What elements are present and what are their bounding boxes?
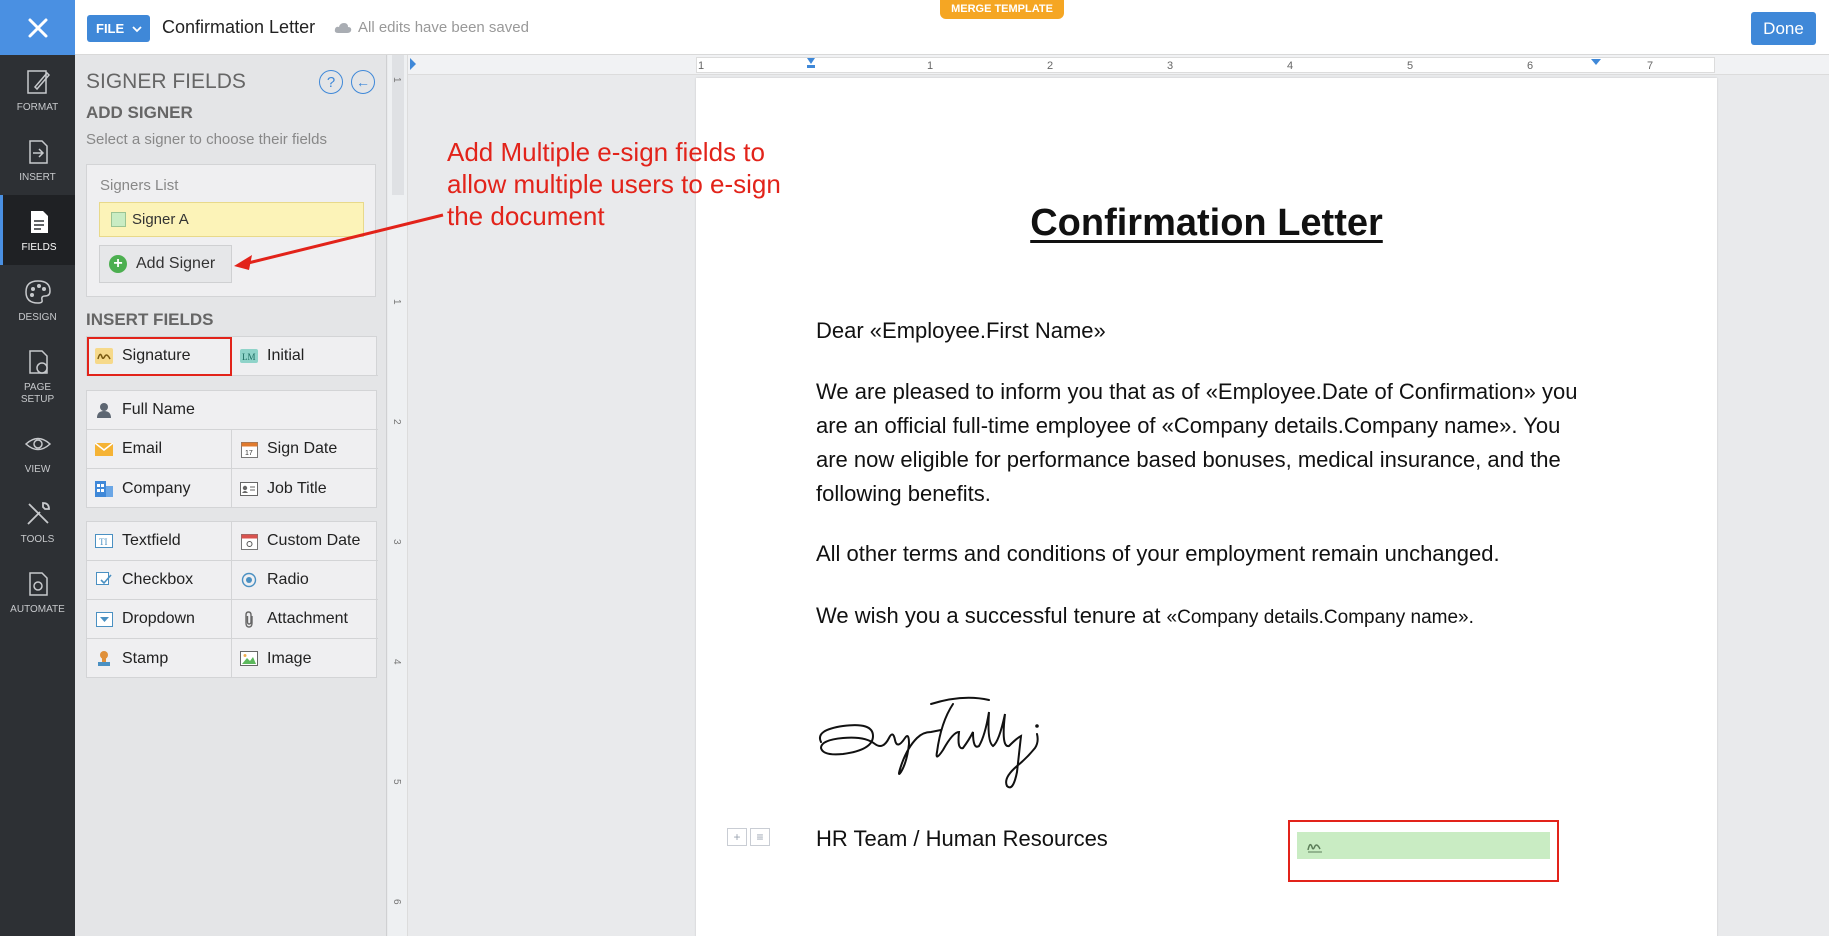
save-status-text: All edits have been saved <box>358 19 529 36</box>
rail-item-format[interactable] <box>0 55 75 125</box>
rail-item-view[interactable] <box>0 417 75 487</box>
signer-color-swatch <box>111 212 126 227</box>
image-icon <box>240 650 258 668</box>
fields-icon <box>24 207 54 237</box>
field-group-inputs <box>86 521 377 678</box>
view-icon <box>23 429 53 459</box>
hruler-mark: 2 <box>1047 60 1054 72</box>
svg-text:LM: LM <box>242 352 256 362</box>
insert-fields-heading: INSERT FIELDS <box>86 310 214 329</box>
insert-icon <box>23 137 53 167</box>
field-label: Checkbox <box>122 571 194 588</box>
hruler-mark: 6 <box>1527 60 1534 72</box>
left-tool-rail <box>0 55 75 936</box>
building-icon <box>95 480 113 498</box>
paperclip-icon <box>240 610 258 628</box>
cloud-icon <box>334 22 352 34</box>
close-icon <box>27 17 49 39</box>
hruler-mark: 1 <box>927 60 934 72</box>
rail-label: INSERT <box>19 171 56 183</box>
add-signer-label: Add Signer <box>136 255 216 272</box>
annotation-callout <box>447 136 781 232</box>
sign-off: HR Team / Human Resources <box>816 826 1108 851</box>
document-page[interactable] <box>696 78 1717 936</box>
field-full-name[interactable] <box>87 391 378 430</box>
field-label: Initial <box>267 347 305 364</box>
field-job-title[interactable] <box>232 469 378 508</box>
svg-text:17: 17 <box>244 449 253 457</box>
field-radio[interactable] <box>232 561 378 600</box>
field-group-signature <box>86 336 377 376</box>
signature-icon <box>95 347 113 365</box>
horizontal-ruler <box>408 55 1829 75</box>
signature-field-highlight <box>1288 820 1559 882</box>
hruler-mark: 4 <box>1287 60 1294 72</box>
field-label: Radio <box>267 571 309 588</box>
collapse-panel-button[interactable] <box>351 70 375 94</box>
horizontal-ruler-ticks <box>408 55 1829 75</box>
vruler-mark: 1 <box>391 299 402 305</box>
paragraph-3 <box>816 599 1596 635</box>
id-card-icon <box>240 480 258 498</box>
rail-label: TOOLS <box>20 533 55 545</box>
rail-label: DESIGN <box>18 311 57 323</box>
rail-item-page-setup[interactable] <box>0 335 75 417</box>
add-row-icon[interactable]: + <box>727 828 747 846</box>
rail-item-design[interactable] <box>0 265 75 335</box>
letter-title: Confirmation Letter <box>1030 202 1383 244</box>
vruler-mark: 1 <box>391 77 402 83</box>
paragraph-3-text: We wish you a successful tenure at <box>816 603 1167 628</box>
hruler-mark: 7 <box>1647 60 1654 72</box>
greeting: Dear «Employee.First Name» <box>816 318 1106 343</box>
hruler-mark: 1 <box>698 60 705 72</box>
signer-hint: Select a signer to choose their fields <box>86 131 327 148</box>
done-button[interactable]: Done <box>1751 12 1816 45</box>
tools-icon <box>23 499 53 529</box>
rail-item-tools[interactable] <box>0 487 75 557</box>
annotation-line-2: allow multiple users to e-sign <box>447 169 781 199</box>
stamp-icon <box>95 650 113 668</box>
add-signer-button[interactable] <box>99 245 232 283</box>
help-icon: ? <box>326 73 336 91</box>
save-status <box>334 19 529 36</box>
rail-label: FORMAT <box>16 101 59 113</box>
field-dropdown[interactable] <box>87 600 232 639</box>
annotation-line-3: the document <box>447 201 605 231</box>
field-group-identity <box>86 390 377 508</box>
signer-fields-panel <box>75 55 387 936</box>
vruler-mark: 3 <box>391 539 402 545</box>
paragraph-menu-icon[interactable]: ≡ <box>750 828 770 846</box>
initial-icon <box>240 347 258 365</box>
format-icon <box>23 67 53 97</box>
field-signature[interactable] <box>87 337 232 376</box>
field-label: Full Name <box>122 401 195 418</box>
radio-icon <box>240 571 258 589</box>
rail-label: PAGE SETUP <box>20 381 55 405</box>
field-email[interactable] <box>87 430 232 469</box>
field-label: Attachment <box>267 610 348 627</box>
vertical-ruler <box>388 55 408 936</box>
field-textfield[interactable] <box>87 522 232 561</box>
document-title[interactable]: Confirmation Letter <box>162 17 316 37</box>
vruler-mark: 6 <box>391 899 402 905</box>
hruler-mark: 5 <box>1407 60 1414 72</box>
signature-field[interactable] <box>1297 832 1550 859</box>
rail-label: AUTOMATE <box>10 603 65 615</box>
top-bar <box>0 0 1829 55</box>
hruler-mark: 3 <box>1167 60 1174 72</box>
textfield-icon <box>95 532 113 550</box>
merge-template-badge: MERGE TEMPLATE <box>940 0 1064 19</box>
envelope-icon <box>95 440 113 458</box>
dropdown-icon <box>95 610 113 628</box>
field-label: Textfield <box>122 532 181 549</box>
calendar-icon <box>240 440 258 458</box>
add-signer-heading: ADD SIGNER <box>86 103 193 122</box>
arrow-left-icon: ← <box>356 74 370 90</box>
panel-title: SIGNER FIELDS <box>86 70 246 93</box>
vertical-ruler-ticks <box>388 55 408 936</box>
signer-item[interactable] <box>99 202 364 237</box>
page-setup-icon <box>23 347 53 377</box>
close-button[interactable] <box>0 0 75 55</box>
vruler-mark: 5 <box>391 779 402 785</box>
signers-list <box>86 164 376 297</box>
left-indent-marker <box>807 58 815 64</box>
rail-label: VIEW <box>24 463 51 475</box>
right-indent-marker <box>1591 59 1601 65</box>
signers-list-label: Signers List <box>100 177 179 194</box>
field-label: Stamp <box>122 649 169 667</box>
design-icon <box>23 277 53 307</box>
field-checkbox[interactable] <box>87 561 232 600</box>
field-attachment[interactable] <box>232 600 378 639</box>
field-label: Sign Date <box>267 440 338 457</box>
rail-item-fields[interactable] <box>0 195 75 265</box>
field-label: Signature <box>122 347 191 364</box>
rail-label: FIELDS <box>21 241 57 253</box>
field-custom-date[interactable] <box>232 522 378 561</box>
person-icon <box>95 401 113 419</box>
chevron-down-icon <box>132 25 142 33</box>
vruler-mark: 4 <box>391 659 402 665</box>
field-image[interactable] <box>232 639 378 678</box>
field-label: Image <box>267 649 312 667</box>
field-label: Email <box>122 440 163 457</box>
vruler-mark: 2 <box>391 419 402 425</box>
field-label: Job Title <box>267 479 327 497</box>
custom-date-icon <box>240 532 258 550</box>
svg-text:TI: TI <box>99 537 108 547</box>
automate-icon <box>23 569 53 599</box>
handwritten-signature <box>813 692 1073 801</box>
help-button[interactable] <box>319 70 343 94</box>
field-label: Custom Date <box>267 532 361 549</box>
file-menu-label: FILE <box>96 21 125 36</box>
field-sign-date[interactable] <box>232 430 378 469</box>
field-label: Company <box>122 479 191 497</box>
field-label: Dropdown <box>122 610 195 627</box>
paragraph-2: All other terms and conditions of your employment remain unchanged. <box>816 541 1500 566</box>
annotation-line-1: Add Multiple e-sign fields to <box>447 137 765 167</box>
plus-circle-icon: + <box>109 255 127 273</box>
field-initial[interactable] <box>232 337 378 376</box>
rail-item-automate[interactable] <box>0 557 75 627</box>
checkbox-icon <box>95 571 113 589</box>
row-tools <box>727 828 770 846</box>
signature-icon <box>1306 839 1324 853</box>
rail-item-insert[interactable] <box>0 125 75 195</box>
signer-name: Signer A <box>132 211 189 228</box>
file-menu-button[interactable] <box>87 15 150 42</box>
field-company[interactable] <box>87 469 232 508</box>
field-stamp[interactable] <box>87 639 232 678</box>
company-name-merge-field: «Company details.Company name». <box>1166 607 1474 628</box>
paragraph-1: We are pleased to inform you that as of «Employee.Date of Confirmation» you are an official full-time employee of «Company details.Company name». You are now eligible for performance based bonuses, medical insurance, and the following benefits. <box>816 379 1578 506</box>
